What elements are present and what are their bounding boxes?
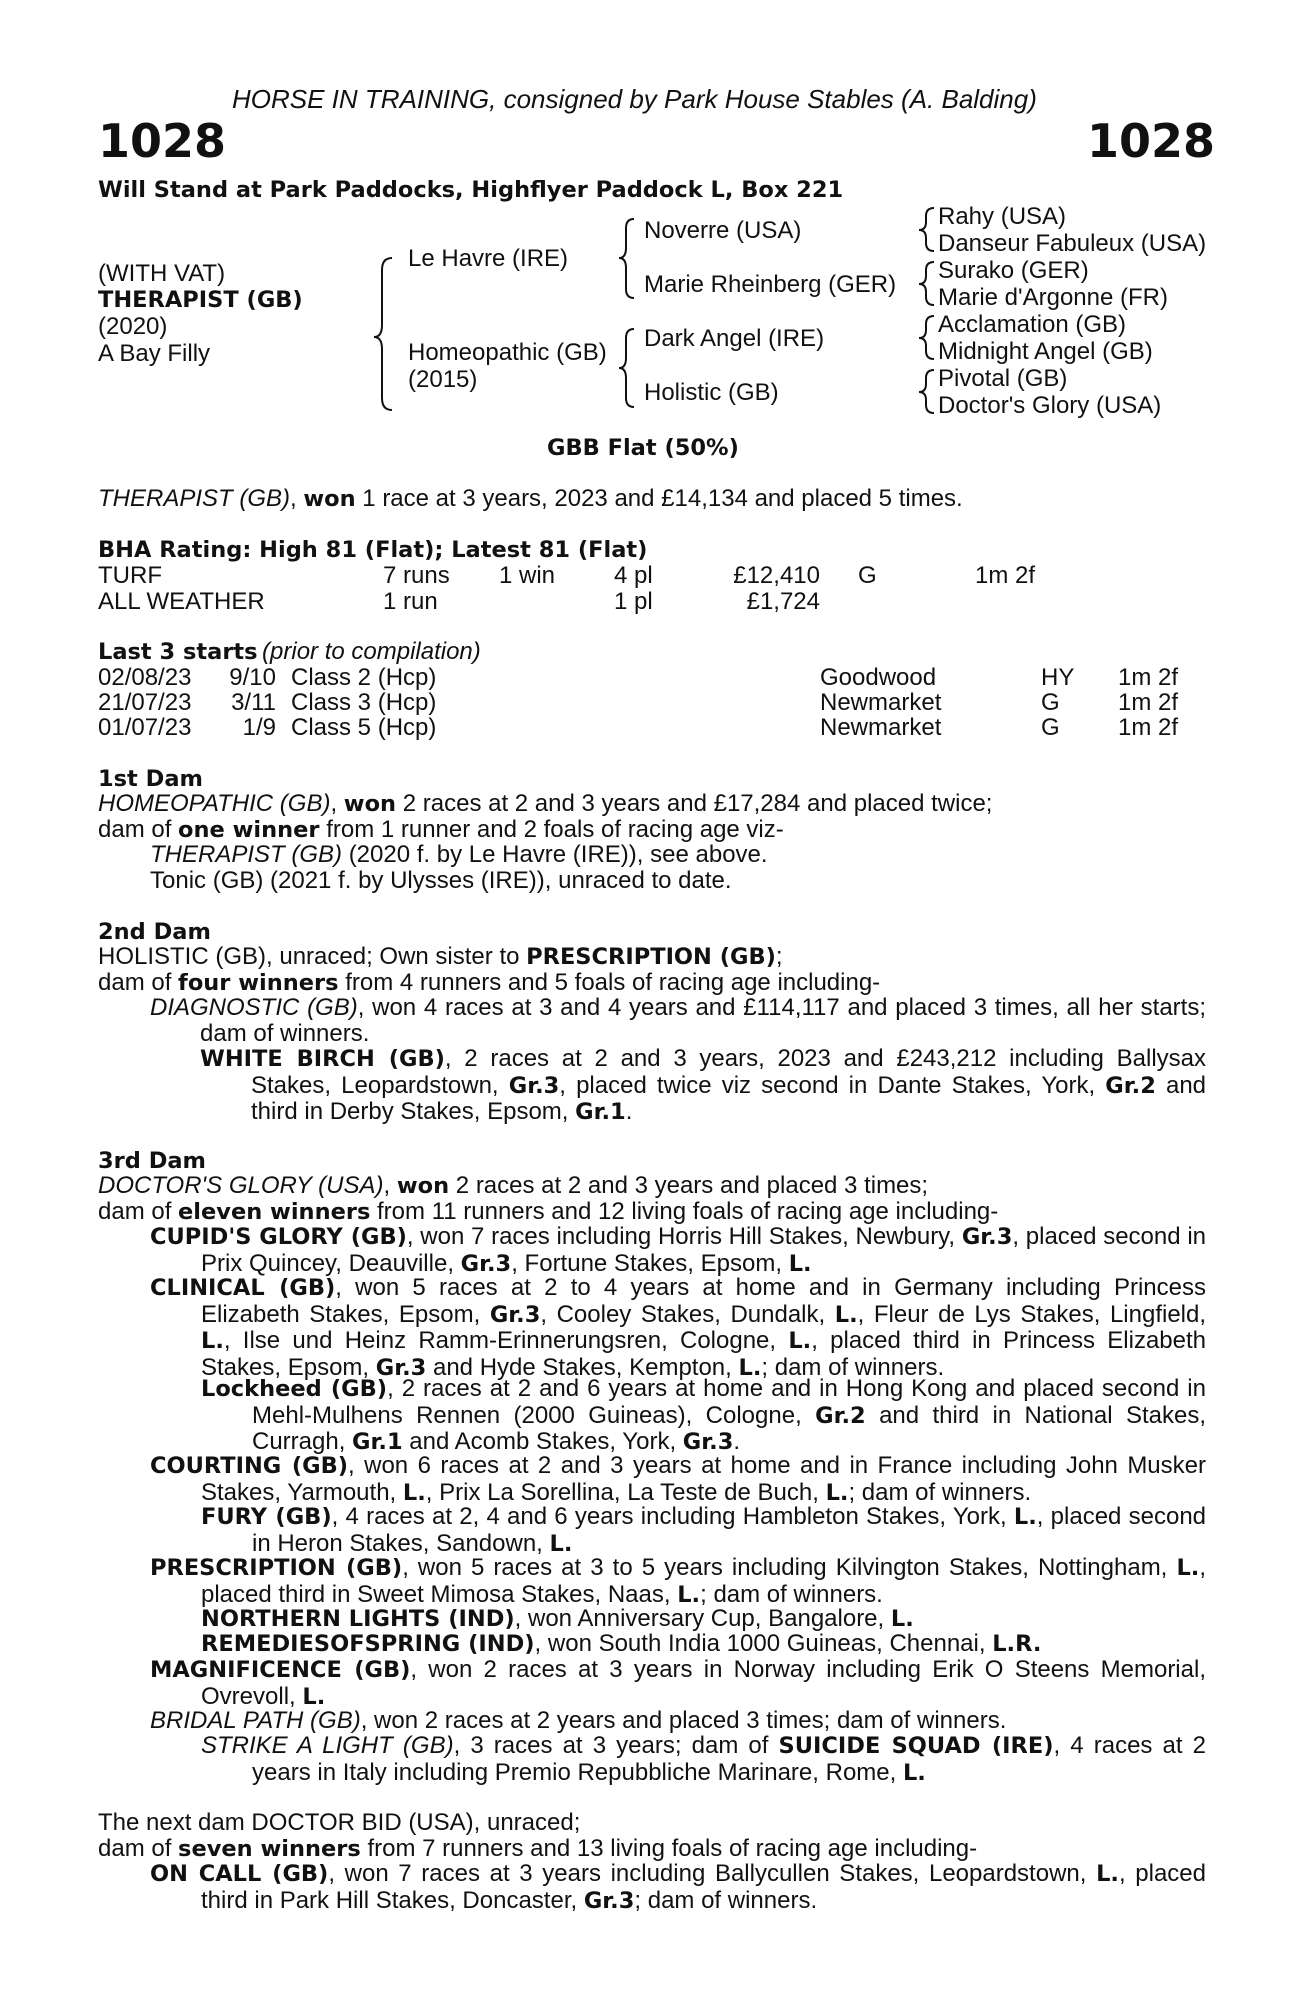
bha-aw-placed: 1 pl	[614, 588, 653, 615]
lot-number-right: 1028	[1087, 114, 1216, 168]
start-3-course: Newmarket	[820, 714, 942, 741]
entry-clinical: CLINICAL (GB), won 5 races at 2 to 4 years at home and in Germany including Princess Elizabeth Stakes, Epsom, Gr.3, Cooley Stakes, Dundalk, L., Fleur de Lys Stakes, Lingfield, L., Ilse und Heinz Ramm-Erinnerungsren, Cologne, L., placed third in Princess Elizabeth Stakes, Epsom, Gr.3 and Hyde Stakes, Kempton, L.; dam of winners.	[150, 1274, 1207, 1381]
first-dam-foal-1: THERAPIST (GB) (2020 f. by Le Havre (IRE)), see above.	[150, 841, 768, 868]
dam-dam-dam: Doctor's Glory (USA)	[938, 392, 1162, 419]
entry-on-call: ON CALL (GB), won 7 races at 3 years including Ballycullen Stakes, Leopardstown, L., placed third in Park Hill Stakes, Doncaster, Gr.3; dam of winners.	[150, 1860, 1206, 1914]
start-2-race: Class 3 (Hcp)	[291, 689, 437, 716]
third-dam-produce-summary: dam of eleven winners from 11 runners and 12 living foals of racing age including-	[98, 1198, 999, 1225]
next-dam-record: The next dam DOCTOR BID (USA), unraced;	[98, 1809, 581, 1836]
bha-turf-runs: 7 runs	[383, 562, 450, 589]
start-3-going: G	[1041, 714, 1060, 741]
first-dam-foal-2: Tonic (GB) (2021 f. by Ulysses (IRE)), unraced to date.	[150, 867, 732, 894]
bha-aw-prize: £1,724	[746, 588, 820, 615]
entry-white-birch: WHITE BIRCH (GB), 2 races at 2 and 3 years, 2023 and £243,212 including Ballysax Stakes, Leopardstown, Gr.3, placed twice viz second in Dante Stakes, York, Gr.2 and third in Derby Stakes, Epsom, Gr.1.	[200, 1045, 1207, 1126]
bracket-dam-line	[619, 329, 634, 407]
first-dam-heading: 1st Dam	[98, 766, 203, 792]
sire-dam-sire: Surako (GER)	[938, 257, 1089, 284]
first-dam-produce-summary: dam of one winner from 1 runner and 2 foals of racing age viz-	[98, 816, 784, 843]
bha-aw-surface: ALL WEATHER	[98, 588, 265, 615]
start-1-position: 9/10	[229, 664, 276, 691]
entry-northern-lights: NORTHERN LIGHTS (IND), won Anniversary Cup, Bangalore, L.	[201, 1605, 914, 1632]
dam-dam-sire: Pivotal (GB)	[938, 365, 1068, 392]
horse-description: A Bay Filly	[98, 340, 211, 367]
bha-rating-title: BHA Rating: High 81 (Flat); Latest 81 (Flat)	[98, 537, 648, 563]
bha-turf-going: G	[858, 562, 877, 589]
second-dam-record: HOLISTIC (GB), unraced; Own sister to PRESCRIPTION (GB);	[98, 943, 783, 970]
bha-turf-wins: 1 win	[499, 562, 556, 589]
start-3-race: Class 5 (Hcp)	[291, 714, 437, 741]
first-dam-record: HOMEOPATHIC (GB), won 2 races at 2 and 3 years and £17,284 and placed twice;	[98, 790, 993, 817]
rating-label: GBB Flat (50%)	[547, 435, 739, 461]
bracket-sire-line	[619, 219, 634, 298]
entry-diagnostic: DIAGNOSTIC (GB), won 4 races at 3 and 4 years and £114,117 and placed 3 times, all her starts; dam of winners.	[150, 994, 1206, 1047]
horse-year: (2020)	[98, 313, 168, 340]
sire-dam: Marie Rheinberg (GER)	[644, 271, 897, 298]
dam-year: (2015)	[408, 366, 478, 393]
entry-magnificence: MAGNIFICENCE (GB), won 2 races at 3 years in Norway including Erik O Steens Memorial, Ovrevoll, L.	[150, 1656, 1206, 1710]
bha-aw-runs: 1 run	[383, 588, 438, 615]
bha-turf-prize: £12,410	[733, 562, 820, 589]
start-3-distance: 1m 2f	[1118, 714, 1179, 741]
start-1-date: 02/08/23	[98, 664, 192, 691]
sire: Le Havre (IRE)	[408, 245, 569, 272]
pedigree-brackets	[0, 0, 1314, 430]
second-dam-heading: 2nd Dam	[98, 919, 211, 945]
bracket-sire-dam	[374, 258, 392, 410]
start-3-position: 1/9	[242, 714, 276, 741]
start-1-course: Goodwood	[820, 664, 937, 691]
entry-lockheed: Lockheed (GB), 2 races at 2 and 6 years at home and in Hong Kong and placed second in Mehl-Mulhens Rennen (2000 Guineas), Cologne, Gr.2 and third in National Stakes, Curragh, Gr.1 and Acomb Stakes, York, Gr.3.	[201, 1375, 1207, 1456]
last-starts-heading: Last 3 starts (prior to compilation)	[98, 638, 481, 665]
bha-turf-distance: 1m 2f	[975, 562, 1036, 589]
entry-courting: COURTING (GB), won 6 races at 2 and 3 years at home and in France including John Musker Stakes, Yarmouth, L., Prix La Sorellina, La Teste de Buch, L.; dam of winners.	[150, 1452, 1206, 1506]
entry-bridal-path: BRIDAL PATH (GB), won 2 races at 2 years and placed 3 times; dam of winners.	[150, 1707, 1007, 1734]
horse-name: THERAPIST (GB)	[98, 287, 303, 313]
start-2-going: G	[1041, 689, 1060, 716]
start-2-date: 21/07/23	[98, 689, 192, 716]
bha-turf-placed: 4 pl	[614, 562, 653, 589]
lot-number-left: 1028	[98, 114, 227, 168]
dam-sire-dam: Midnight Angel (GB)	[938, 338, 1153, 365]
sire-sire: Noverre (USA)	[644, 217, 802, 244]
entry-remediesofspring: REMEDIESOFSPRING (IND), won South India 1000 Guineas, Chennai, L.R.	[201, 1630, 1042, 1657]
next-dam-produce-summary: dam of seven winners from 7 runners and 13 living foals of racing age including-	[98, 1835, 978, 1862]
sire-dam-dam: Marie d'Argonne (FR)	[938, 284, 1168, 311]
dam-sire: Dark Angel (IRE)	[644, 325, 825, 352]
dam: Homeopathic (GB)	[408, 339, 607, 366]
vat-note: (WITH VAT)	[98, 260, 226, 287]
dam-sire-sire: Acclamation (GB)	[938, 311, 1127, 338]
entry-cupids-glory: CUPID'S GLORY (GB), won 7 races including Horris Hill Stakes, Newbury, Gr.3, placed second in Prix Quincey, Deauville, Gr.3, Fortune Stakes, Epsom, L.	[150, 1223, 1206, 1277]
start-1-going: HY	[1041, 664, 1075, 691]
dam-dam: Holistic (GB)	[644, 379, 779, 406]
bha-turf-surface: TURF	[98, 562, 162, 589]
race-summary: THERAPIST (GB), won 1 race at 3 years, 2023 and £14,134 and placed 5 times.	[98, 485, 963, 512]
sire-sire-dam: Danseur Fabuleux (USA)	[938, 230, 1207, 257]
entry-fury: FURY (GB), 4 races at 2, 4 and 6 years including Hambleton Stakes, York, L., placed second in Heron Stakes, Sandown, L.	[201, 1503, 1207, 1557]
consignment-line: HORSE IN TRAINING, consigned by Park House Stables (A. Balding)	[232, 84, 1037, 114]
sire-sire-sire: Rahy (USA)	[938, 203, 1067, 230]
start-2-distance: 1m 2f	[1118, 689, 1179, 716]
stand-location: Will Stand at Park Paddocks, Highflyer Paddock L, Box 221	[98, 177, 844, 203]
start-3-date: 01/07/23	[98, 714, 192, 741]
second-dam-produce-summary: dam of four winners from 4 runners and 5 foals of racing age including-	[98, 969, 881, 996]
third-dam-record: DOCTOR'S GLORY (USA), won 2 races at 2 and 3 years and placed 3 times;	[98, 1172, 929, 1199]
entry-strike-a-light: STRIKE A LIGHT (GB), 3 races at 3 years; dam of SUICIDE SQUAD (IRE), 4 races at 2 years in Italy including Premio Repubbliche Marinare, Rome, L.	[201, 1732, 1206, 1786]
entry-prescription: PRESCRIPTION (GB), won 5 races at 3 to 5 years including Kilvington Stakes, Nottingham, L., placed third in Sweet Mimosa Stakes, Naas, L.; dam of winners.	[150, 1554, 1206, 1608]
start-1-distance: 1m 2f	[1118, 664, 1179, 691]
start-1-race: Class 2 (Hcp)	[291, 664, 437, 691]
third-dam-heading: 3rd Dam	[98, 1148, 206, 1174]
start-2-position: 3/11	[231, 689, 276, 716]
start-2-course: Newmarket	[820, 689, 942, 716]
